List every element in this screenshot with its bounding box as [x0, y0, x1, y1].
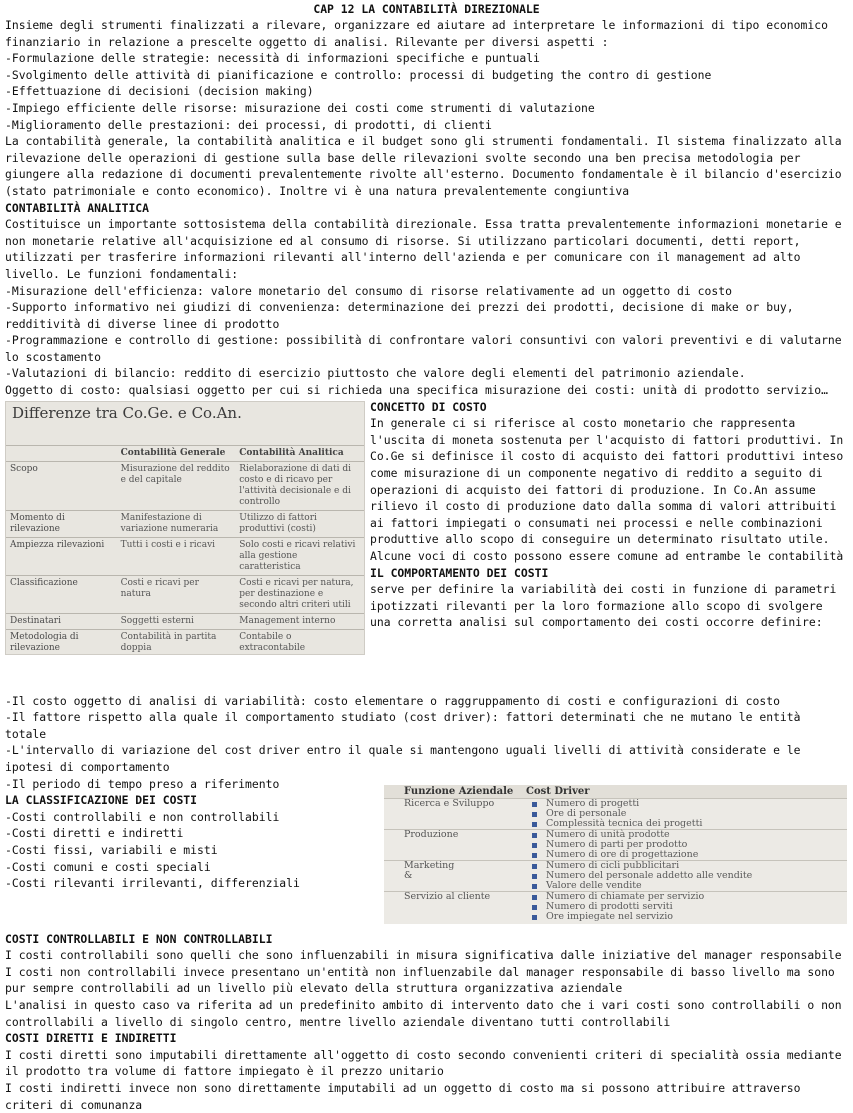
table-title: Differenze tra Co.Ge. e Co.An.	[12, 403, 242, 422]
intro-item: -Svolgimento delle attività di pianificazione e controllo: processi di budgeting the contro di gestione	[5, 67, 712, 82]
table-cell: Costi e ricavi per natura, per destinazione e secondo altri criteri utili	[235, 575, 364, 613]
cost-driver-group	[384, 829, 847, 860]
section-heading-diretti: COSTI DIRETTI E INDIRETTI	[5, 1031, 177, 1046]
intro-paragraph: Insieme degli strumenti finalizzati a rilevare, organizzare ed aiutare ad interpretare le informazioni di tipo economico finanziario in relazione a prescelte oggetto di analisi. Rilevante per diversi aspetti :	[5, 18, 828, 49]
table-cell: Classificazione	[6, 575, 117, 613]
concetto-paragraph: In generale ci si riferisce al costo monetario che rappresenta l'uscita di moneta sostenuta per l'acquisto di fattori produttivi. In Co.Ge si definisce il costo di acquisto dei fattori produttivi inteso come misurazione di un componente negativo di reddito a seguito di operazioni di acquisto dei fattori di produzione. In Co.An assume rilievo il costo di produzione dato dalla somma di valori attribuiti ai fattori impiegati o consumati nei processi e nelle combinazioni produttive allo scopo di conseguire un determinato risultato utile. Alcune voci di costo possono essere comune ad entrambe le contabilità	[370, 416, 844, 563]
split-section-classificazione	[5, 776, 848, 931]
funzione-label-text: Marketing	[404, 859, 455, 871]
section-heading-concetto: CONCETTO DI COSTO	[370, 399, 487, 414]
table-row	[6, 629, 364, 655]
intro-item: -Miglioramento delle prestazioni: dei processi, di prodotti, di clienti	[5, 117, 492, 132]
driver-item: Numero di unità prodotte	[526, 830, 698, 840]
table-header: Contabilità Analitica	[235, 445, 364, 461]
comportamento-item: -Il costo oggetto di analisi di variabilità: costo elementare o raggruppamento di costi e configurazioni di costo	[5, 693, 780, 708]
funzione-label: Ricerca e Sviluppo	[404, 797, 495, 809]
classificazione-item: -Costi comuni e costi speciali	[5, 859, 211, 874]
oggetto-di-costo: Oggetto di costo: qualsiasi oggetto per cui si richieda una specifica misurazione dei costi: unità di prodotto servizio…	[5, 383, 828, 398]
table-row	[6, 461, 364, 510]
funzione-label	[384, 861, 526, 891]
funzione-label: Servizio al cliente	[404, 890, 491, 902]
cost-driver-group	[384, 798, 847, 829]
intro-paragraph: La contabilità generale, la contabilità analitica e il budget sono gli strumenti fondamentali. Il sistema finalizzato alla rilevazione delle operazioni di gestione sulla base delle rilevazioni svolte secondo una ben precisa metodologia per giungere alla redazione di documenti prevalentemente rivolte all'esterno. Documento fondamentale è il bilancio d'esercizio (stato patrimoniale e conto economico). Inoltre vi è una natura prevalentemente congiuntiva	[5, 134, 842, 198]
funzione-label: Produzione	[404, 828, 459, 840]
split-section-table-concetto	[5, 399, 848, 693]
table-cell: Ampiezza rilevazioni	[6, 537, 117, 575]
section-heading-controllabili: COSTI CONTROLLABILI E NON CONTROLLABILI	[5, 931, 273, 946]
table-row	[6, 510, 364, 537]
table-cell: Manifestazione di variazione numeraria	[117, 510, 236, 537]
header-cost-driver: Cost Driver	[526, 785, 590, 797]
driver-item: Numero del personale addetto alle vendite	[526, 871, 752, 881]
driver-item: Ore di personale	[526, 809, 702, 819]
funzione-label-extra: &	[404, 869, 413, 881]
table-row	[6, 537, 364, 575]
analitica-item: -Misurazione dell'efficienza: valore monetario del consumo di risorse relativamente ad un oggetto di costo	[5, 283, 732, 298]
table-cell: Rielaborazione di dati di costo e di ricavo per l'attività decisionale e di controllo	[235, 461, 364, 510]
driver-list	[526, 799, 702, 829]
table-cell: Solo costi e ricavi relativi alla gestione caratteristica	[235, 537, 364, 575]
table-cell: Misurazione del reddito e del capitale	[117, 461, 236, 510]
driver-item: Numero di cicli pubblicitari	[526, 861, 752, 871]
table-cell: Contabilità in partita doppia	[117, 629, 236, 655]
table-cell: Soggetti esterni	[117, 613, 236, 629]
cost-driver-group	[384, 860, 847, 891]
cost-driver-group	[384, 891, 847, 922]
concetto-column	[370, 399, 848, 631]
classificazione-column	[5, 776, 385, 892]
intro-item: -Effettuazione di decisioni (decision making)	[5, 84, 314, 99]
page-title: CAP 12 LA CONTABILITÀ DIREZIONALE	[313, 2, 540, 16]
diretti-paragraph: I costi diretti sono imputabili direttamente all'oggetto di costo secondo convenienti criteri di specialità ossia mediante il prodotto tra volume di fattore impiegato è il prezzo unitario	[5, 1047, 842, 1079]
analitica-item: -Supporto informativo nei giudizi di convenienza: determinazione dei prezzi dei prodotti, decisione di make or buy, redditività di diverse linee di prodotto	[5, 300, 794, 331]
coge-coan-table	[6, 445, 364, 655]
table-header-row	[6, 445, 364, 461]
table-row	[6, 575, 364, 613]
table-cell: Utilizzo di fattori produttivi (costi)	[235, 510, 364, 537]
driver-item: Valore delle vendite	[526, 881, 752, 891]
classificazione-item: -Costi fissi, variabili e misti	[5, 843, 218, 857]
cost-driver-header	[384, 785, 847, 798]
driver-list	[526, 830, 698, 860]
table-header: Contabilità Generale	[117, 445, 236, 461]
driver-item: Numero di chiamate per servizio	[526, 892, 704, 902]
driver-item: Numero di prodotti serviti	[526, 902, 704, 912]
document-page	[5, 0, 848, 1113]
classificazione-item: -Costi diretti e indiretti	[5, 826, 184, 841]
intro-item: -Impiego efficiente delle risorse: misurazione dei costi come strumenti di valutazione	[5, 100, 595, 115]
classificazione-item: -Costi rilevanti irrilevanti, differenziali	[5, 876, 300, 891]
driver-list	[526, 892, 704, 922]
section-heading-comportamento: IL COMPORTAMENTO DEI COSTI	[370, 565, 549, 580]
diretti-paragraph: I costi indiretti invece non sono direttamente imputabili ad un oggetto di costo ma si possono attribuire attraverso criteri di comunanza	[5, 1080, 801, 1112]
analitica-item: -Programmazione e controllo di gestione: possibilità di confrontare valori consuntivi con valori preventivi e di valutarne lo scostamento	[5, 333, 842, 364]
section-heading-classificazione: LA CLASSIFICAZIONE DEI COSTI	[5, 793, 198, 808]
intro-item: -Formulazione delle strategie: necessità di informazioni specifiche e puntuali	[5, 51, 540, 66]
table-cell: Contabile o extracontabile	[235, 629, 364, 655]
table-cell: Destinatari	[6, 613, 117, 629]
section-heading-analitica: CONTABILITÀ ANALITICA	[5, 200, 150, 215]
table-cell: Management interno	[235, 613, 364, 629]
driver-item: Complessità tecnica dei progetti	[526, 819, 702, 829]
table-cell: Metodologia di rilevazione	[6, 629, 117, 655]
analitica-item: -Valutazioni di bilancio: reddito di esercizio piuttosto che valore degli elementi del patrimonio aziendale.	[5, 366, 746, 381]
comportamento-item: -L'intervallo di variazione del cost driver entro il quale si mantengono uguali livelli di attività considerate e le ipotesi di comportamento	[5, 743, 801, 775]
table-cell: Tutti i costi e i ricavi	[117, 537, 236, 575]
coge-coan-table-image	[5, 401, 365, 655]
table-cell: Momento di rilevazione	[6, 510, 117, 537]
comportamento-item: -Il periodo di tempo preso a riferimento	[5, 776, 280, 791]
driver-item: Numero di ore di progettazione	[526, 850, 698, 860]
table-header	[6, 445, 117, 461]
analitica-paragraph: Costituisce un importante sottosistema della contabilità direzionale. Essa tratta prevalentemente informazioni monetarie e non monetarie relative all'acquisizione ed al consumo di risorse. Si utilizzano particolari documenti, detti report, utilizzati per trasferire informazioni rilevanti all'interno dell'azienda e per comunicare con il management ad alto livello. Le funzioni fondamentali:	[5, 217, 842, 281]
controllabili-paragraph: I costi controllabili sono quelli che sono influenzabili in misura significativa dalle iniziative del manager responsabile	[5, 948, 842, 963]
driver-item: Numero di progetti	[526, 799, 702, 809]
header-funzione: Funzione Aziendale	[404, 785, 514, 797]
table-row	[6, 613, 364, 629]
classificazione-item: -Costi controllabili e non controllabili	[5, 809, 280, 824]
comportamento-paragraph: serve per definire la variabilità dei costi in funzione di parametri ipotizzati rilevanti per la loro formazione allo scopo di svolgere una corretta analisi sul comportamento dei costi occorre definire:	[370, 582, 837, 630]
driver-item: Numero di parti per prodotto	[526, 840, 698, 850]
cost-driver-table-image	[384, 785, 847, 924]
controllabili-paragraph: L'analisi in questo caso va riferita ad un predefinito ambito di intervento dato che i vari costi sono controllabili o non controllabili a livello di singolo centro, mentre livello aziendale diventano tutti controllabili	[5, 998, 842, 1029]
driver-item: Ore impiegate nel servizio	[526, 912, 704, 922]
table-cell: Costi e ricavi per natura	[117, 575, 236, 613]
comportamento-item: -Il fattore rispetto alla quale il comportamento studiato (cost driver): fattori determinati che ne mutano le entità totale	[5, 710, 801, 741]
driver-list	[526, 861, 752, 891]
table-cell: Scopo	[6, 461, 117, 510]
controllabili-paragraph: I costi non controllabili invece presentano un'entità non influenzabile dal manager responsabile di basso livello ma sono pur sempre controllabili ad un livello più elevato della struttura organizzativa aziendale	[5, 964, 835, 996]
